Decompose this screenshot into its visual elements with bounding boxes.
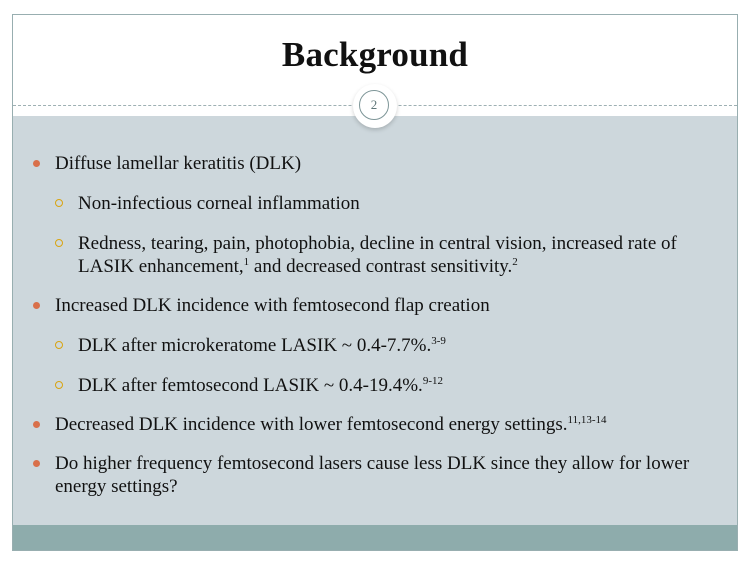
bullet-item <box>33 452 723 498</box>
sub-bullet-text: Redness, tearing, pain, photophobia, decline in central vision, increased rate of LASIK enhancement, <box>78 233 677 277</box>
bullet-text: Do higher frequency femtosecond lasers cause less DLK since they allow for lower energy settings? <box>55 453 690 497</box>
bullet-ring-icon <box>55 199 63 207</box>
sub-bullet-text: Non-infectious corneal inflammation <box>78 193 360 214</box>
bullet-list <box>33 152 723 498</box>
bullet-dot-icon <box>33 421 40 428</box>
bottom-bar <box>13 525 737 550</box>
citation-ref: 3-9 <box>431 335 446 347</box>
slide <box>12 14 738 551</box>
bullet-text: Diffuse lamellar keratitis (DLK) <box>55 153 302 174</box>
citation-ref: 2 <box>512 256 518 268</box>
page-number-badge <box>353 84 397 128</box>
bullet-ring-icon <box>55 239 63 247</box>
bullet-dot-icon <box>33 460 40 467</box>
bullet-item <box>33 413 723 436</box>
bullet-dot-icon <box>33 302 40 309</box>
bullet-ring-icon <box>55 341 63 349</box>
citation-ref: 11,13-14 <box>567 414 607 426</box>
bullet-dot-icon <box>33 160 40 167</box>
sub-bullet-item <box>33 232 723 278</box>
sub-bullet-text: DLK after femtosecond LASIK ~ 0.4-19.4%. <box>78 375 423 396</box>
sub-bullet-text: and decreased contrast sensitivity. <box>249 256 513 277</box>
sub-bullet-text: DLK after microkeratome LASIK ~ 0.4-7.7%. <box>78 335 432 356</box>
page-number: 2 <box>359 90 389 120</box>
bullet-item <box>33 294 723 317</box>
sub-bullet-item <box>33 374 723 397</box>
citation-ref: 9-12 <box>422 375 443 387</box>
slide-title: Background <box>281 35 469 74</box>
sub-bullet-item <box>33 192 723 215</box>
bullet-text: Decreased DLK incidence with lower femtosecond energy settings. <box>55 414 568 435</box>
bullet-ring-icon <box>55 381 63 389</box>
bullet-item <box>33 152 723 175</box>
bullet-text: Increased DLK incidence with femtosecond flap creation <box>55 295 490 316</box>
sub-bullet-item <box>33 334 723 357</box>
citation-ref: 1 <box>243 256 250 268</box>
